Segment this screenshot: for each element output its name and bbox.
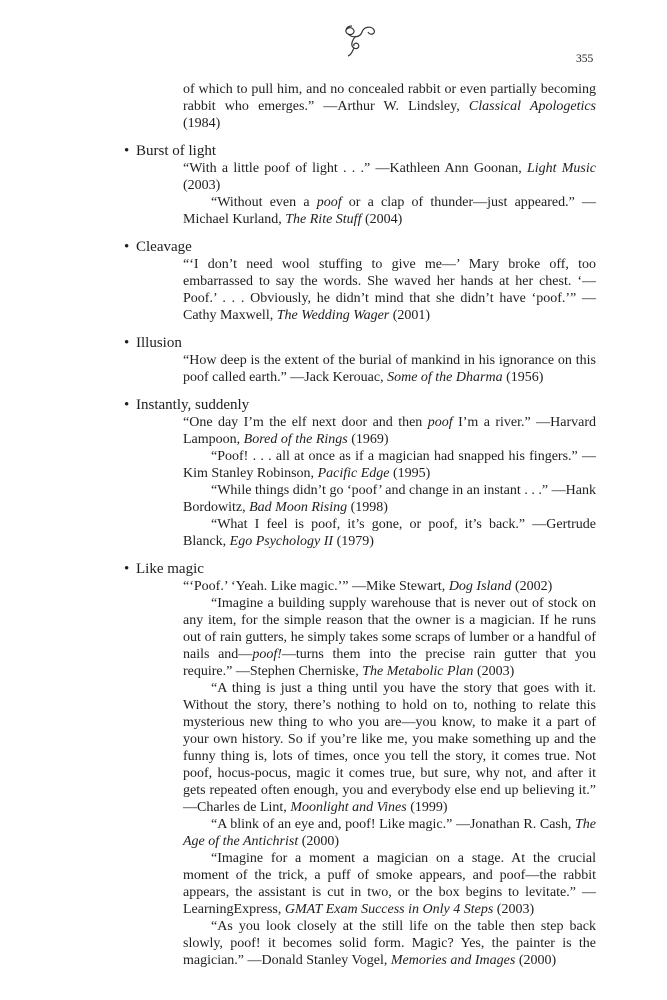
quote-instantly-3: “While things didn’t go ‘poof’ and change in an instant . . .” —Hank Bordowitz, Bad Moon Rising (1998) xyxy=(183,483,596,515)
flourish-ornament-icon xyxy=(336,20,380,60)
quote-magic-4: “A blink of an eye and, poof! Like magic.” —Jonathan R. Cash, The Age of the Antichrist (2000) xyxy=(183,817,596,849)
quote-magic-3: “A thing is just a thing until you have the story that goes with it. Without the story, there’s nothing to hold on to, nothing to relate this mysterious new thing to who you are—you know, to make it a part of your own history. So if you’re like me, you make something up and the funny thing is, lots of times, once you tell the story, it comes true. Not poof, hocus-pocus, magic it comes true, but sure, why not, and after it gets repeated often enough, you and everybody else end up believing it.” —Charles de Lint, Moonlight and Vines (1999) xyxy=(183,681,596,815)
quote-instantly-4: “What I feel is poof, it’s gone, or poof, it’s back.” —Gertrude Blanck, Ego Psychology II (1979) xyxy=(183,517,596,549)
heading-cleavage: • Cleavage xyxy=(124,239,192,255)
quote-magic-5: “Imagine for a moment a magician on a stage. At the crucial moment of the trick, a puff of smoke appears, and poof—the rabbit appears, the assistant is cut in two, or the box begins to levitate.” —LearningExpress, GMAT Exam Success in Only 4 Steps (2003) xyxy=(183,851,596,917)
heading-illusion: • Illusion xyxy=(124,335,182,351)
quote-burst-1: “With a little poof of light . . .” —Kathleen Ann Goonan, Light Music (2003) xyxy=(183,161,596,193)
page-number: 355 xyxy=(576,53,594,65)
heading-like-magic: • Like magic xyxy=(124,561,204,577)
page-body xyxy=(124,81,596,969)
quote-illusion-1: “How deep is the extent of the burial of mankind in his ignorance on this poof called earth.” —Jack Kerouac, Some of the Dharma (1956) xyxy=(183,353,596,385)
quote-cleavage-1: “‘I don’t need wool stuffing to give me—’ Mary broke off, too embarrassed to say the words. She waved her hands at her chest. ‘—Poof.’ . . . Obviously, he didn’t mind that she didn’t have ‘poof.’” —Cathy Maxwell, The Wedding Wager (2001) xyxy=(183,257,596,323)
heading-burst-of-light: • Burst of light xyxy=(124,143,217,159)
quote-burst-2: “Without even a poof or a clap of thunder—just appeared.” —Michael Kurland, The Rite Stuff (2004) xyxy=(183,195,596,227)
intro-quote: of which to pull him, and no concealed rabbit or even partially becoming rabbit who emerges.” —Arthur W. Lindsley, Classical Apologetics (1984) xyxy=(183,82,597,131)
quote-instantly-1: “One day I’m the elf next door and then poof I’m a river.” —Harvard Lampoon, Bored of the Rings (1969) xyxy=(183,415,596,447)
heading-instantly-suddenly: • Instantly, suddenly xyxy=(124,397,250,413)
quote-magic-6: “As you look closely at the still life on the table then step back slowly, poof! it becomes solid form. Magic? Yes, the painter is the magician.” —Donald Stanley Vogel, Memories and Images (2000) xyxy=(183,919,596,968)
quote-instantly-2: “Poof! . . . all at once as if a magician had snapped his fingers.” —Kim Stanley Robinson, Pacific Edge (1995) xyxy=(183,449,596,481)
quote-magic-2: “Imagine a building supply warehouse that is never out of stock on any item, for the simple reason that the owner is a magician. If he runs out of rain gutters, he simply takes some scraps of lumber or a handful of nails and—poof!—turns them into the precise rain gutter that you require.” —Stephen Cherniske, The Metabolic Plan (2003) xyxy=(183,596,597,679)
quote-magic-1: “‘Poof.’ ‘Yeah. Like magic.’” —Mike Stewart, Dog Island (2002) xyxy=(183,579,553,594)
